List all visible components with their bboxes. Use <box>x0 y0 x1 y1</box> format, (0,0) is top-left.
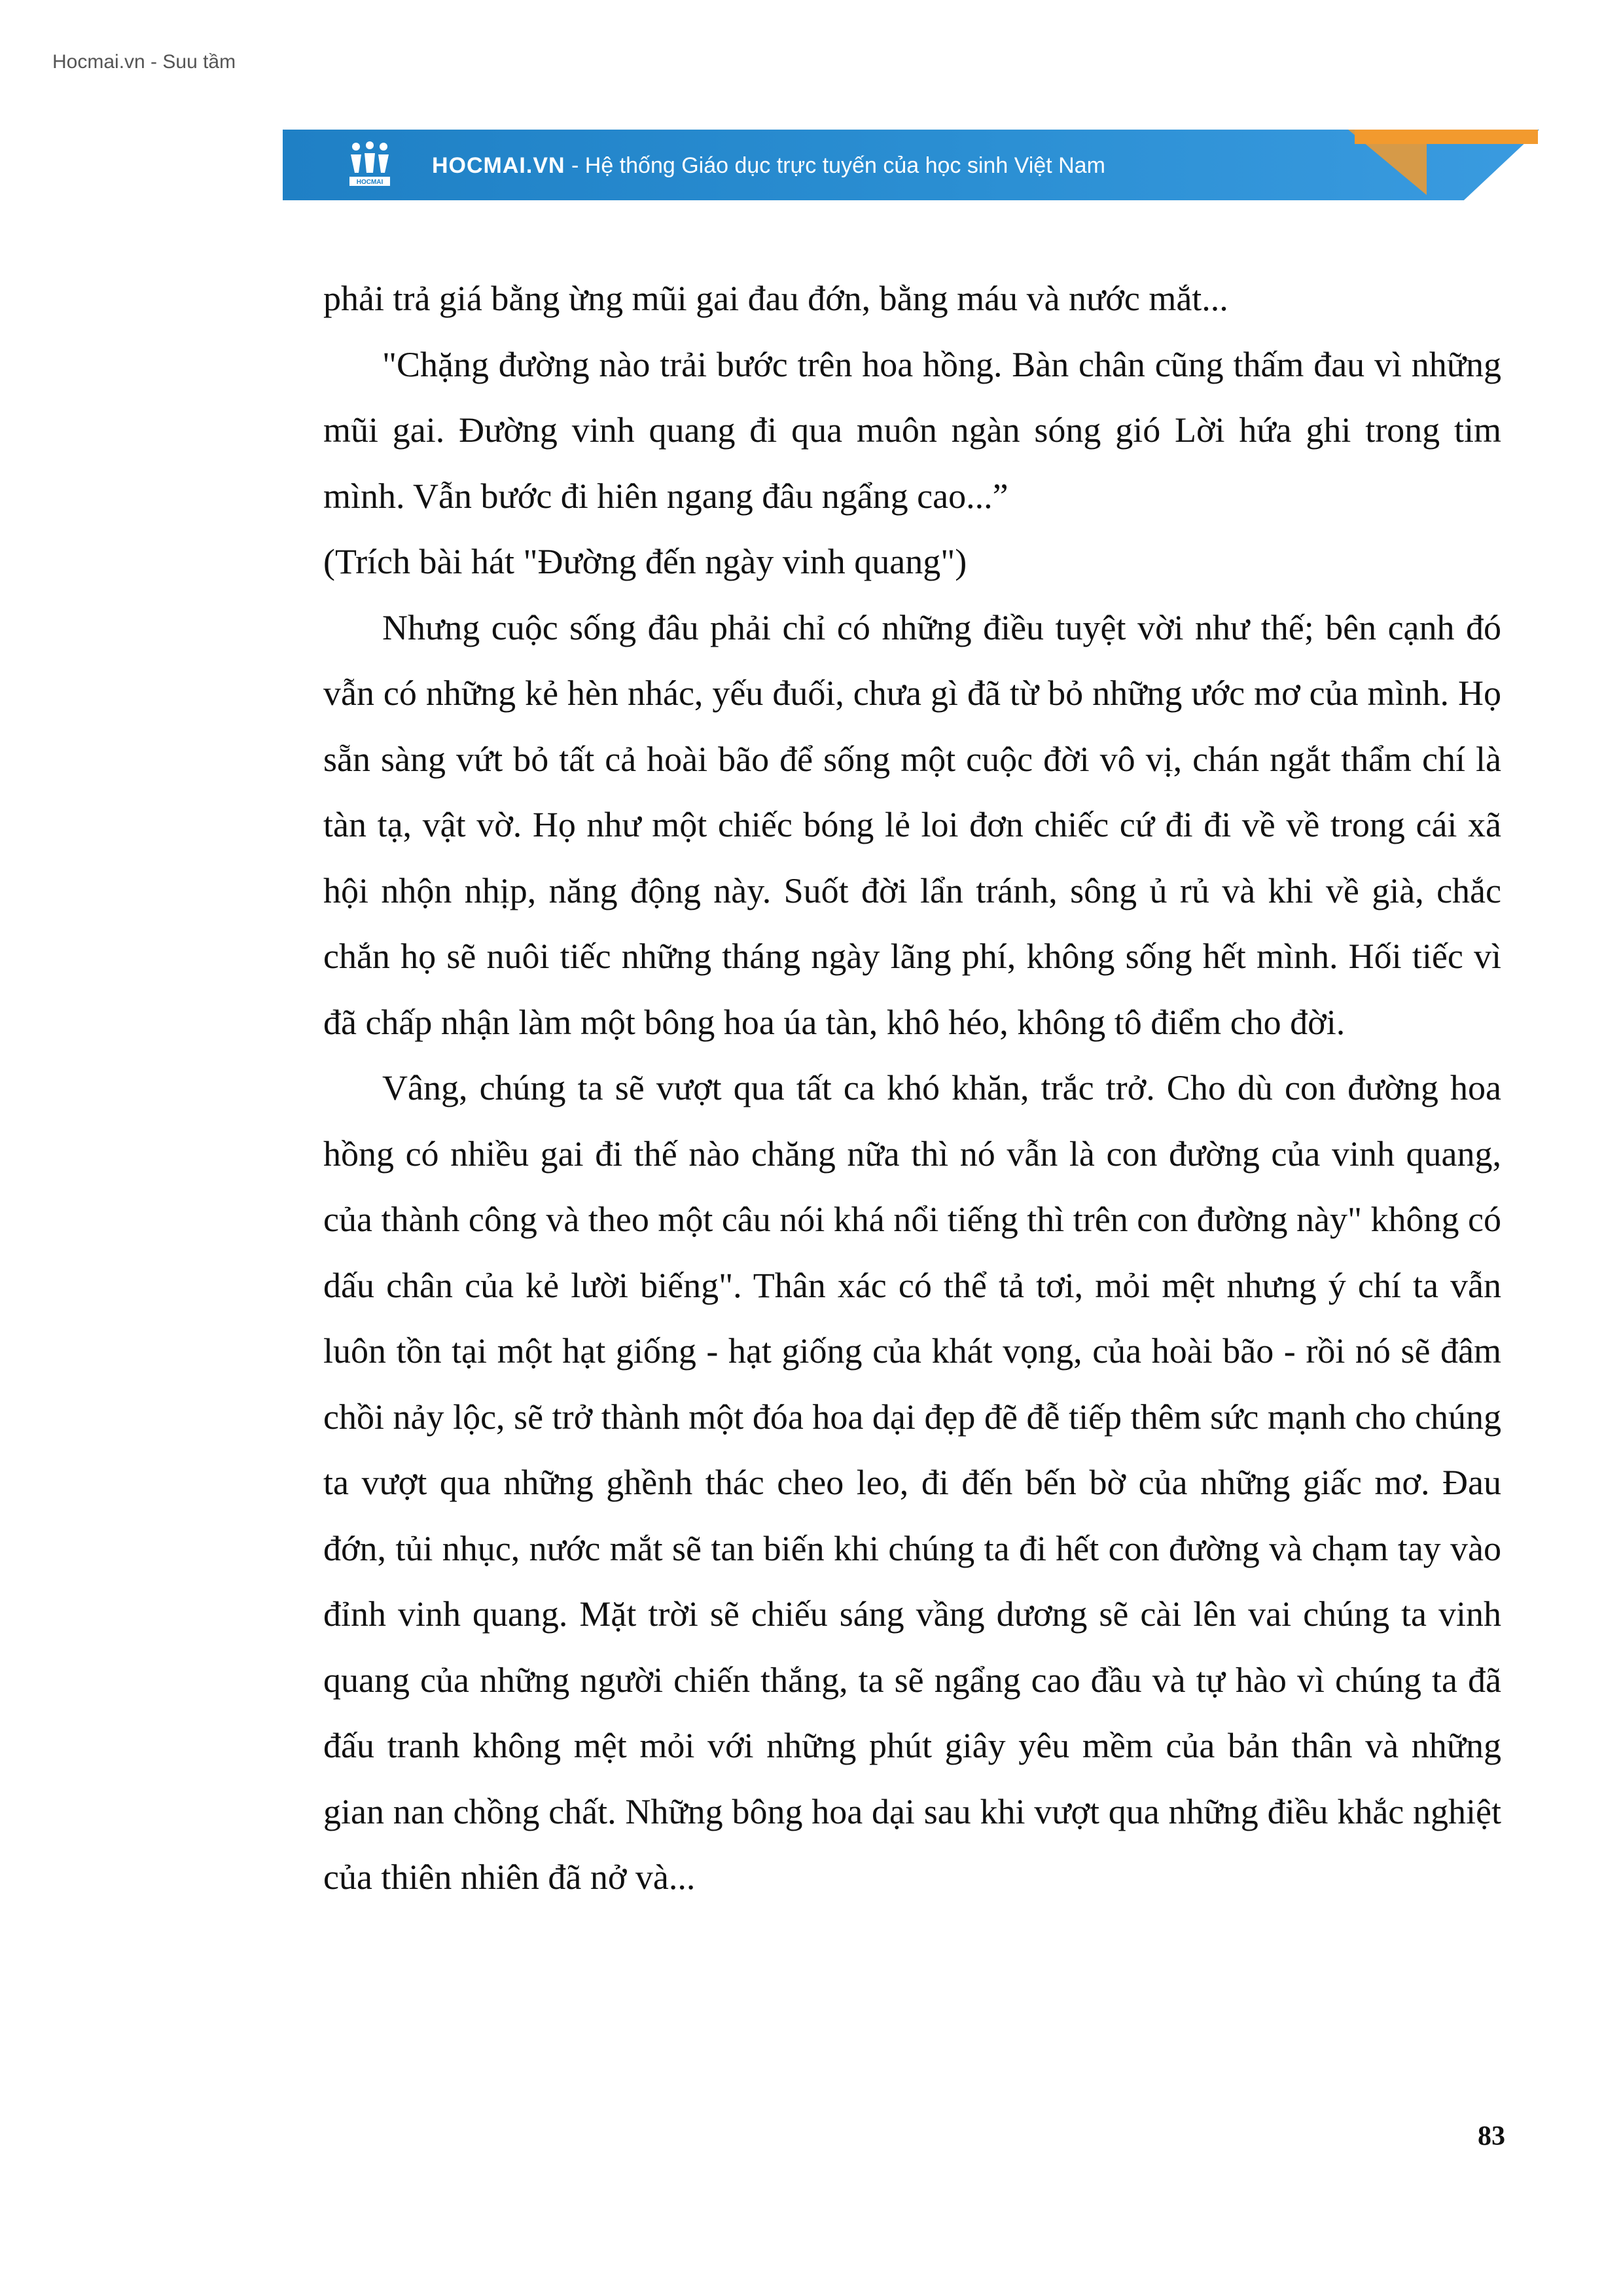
page-number: 83 <box>1478 2121 1505 2151</box>
banner-title <box>432 153 1105 179</box>
banner-orange-stripe <box>1355 130 1538 144</box>
banner-tagline: - Hệ thống Giáo dục trực tuyến của học sinh Việt Nam <box>565 153 1105 178</box>
song-quote: "Chặng đường nào trải bước trên hoa hồng. Bàn chân cũng thấm đau vì những mũi gai. Đường vinh quang đi qua muôn ngàn sóng gió Lời hứa ghi trong tim mình. Vẫn bước đi hiên ngang đâu ngẩng cao...” <box>323 344 1501 516</box>
paragraph-overcoming: Vâng, chúng ta sẽ vượt qua tất ca khó khăn, trắc trở. Cho dù con đường hoa hồng có nhiều gai đi thế nào chăng nữa thì nó vẫn là con đường của vinh quang, của thành công và theo một câu nói khá nổi tiếng thì trên con đường này" không có dấu chân của kẻ lười biếng". Thân xác có thể tả tơi, mỏi mệt nhưng ý chí ta vẫn luôn tồn tại một hạt giống - hạt giống của khát vọng, của hoài bão - rồi nó sẽ đâm chồi nảy lộc, sẽ trở thành một đóa hoa dại đẹp đẽ đễ tiếp thêm sức mạnh cho chúng ta vượt qua những ghềnh thác cheo leo, đi đến bến bờ của những giấc mơ. Đau đớn, tủi nhục, nước mắt sẽ tan biến khi chúng ta đi hết con đường và chạm tay vào đỉnh vinh quang. Mặt trời sẽ chiếu sáng vầng dương sẽ cài lên vai chúng ta vinh quang của những người chiến thắng, ta sẽ ngẩng cao đầu và tự hào vì chúng ta đã đấu tranh không mệt mỏi với những phút giây yêu mềm của bản thân và những gian nan chồng chất. Những bông hoa dại sau khi vượt qua những điều khắc nghiệt của thiên nhiên đã nở và... <box>323 1068 1501 1897</box>
banner-brand: HOCMAI.VN <box>432 153 565 178</box>
hocmai-logo-icon <box>347 140 393 190</box>
quote-citation: (Trích bài hát "Đường đến ngày vinh quang") <box>323 542 967 581</box>
paragraph-continuation: phải trả giá bằng ừng mũi gai đau đớn, bằng máu và nước mắt... <box>323 279 1228 318</box>
source-note: Hocmai.vn - Suu tầm <box>52 51 236 73</box>
document-body <box>323 266 1501 1910</box>
paragraph-weak-people: Nhưng cuộc sống đâu phải chỉ có những điều tuyệt vời như thế; bên cạnh đó vẫn có những kẻ hèn nhác, yếu đuối, chưa gì đã từ bỏ những ước mơ của mình. Họ sẵn sàng vứt bỏ tất cả hoài bão để sống một cuộc đời vô vị, chán ngắt thẩm chí là tàn tạ, vật vờ. Họ như một chiếc bóng lẻ loi đơn chiếc cứ đi đi về về trong cái xã hội nhộn nhịp, năng động này. Suốt đời lẩn tránh, sông ủ rủ và khi về già, chắc chắn họ sẽ nuôi tiếc những tháng ngày lãng phí, không sống hết mình. Hối tiếc vì đã chấp nhận làm một bông hoa úa tàn, khô héo, không tô điểm cho đời. <box>323 607 1501 1042</box>
logo-caption: HOCMAI <box>356 179 383 186</box>
